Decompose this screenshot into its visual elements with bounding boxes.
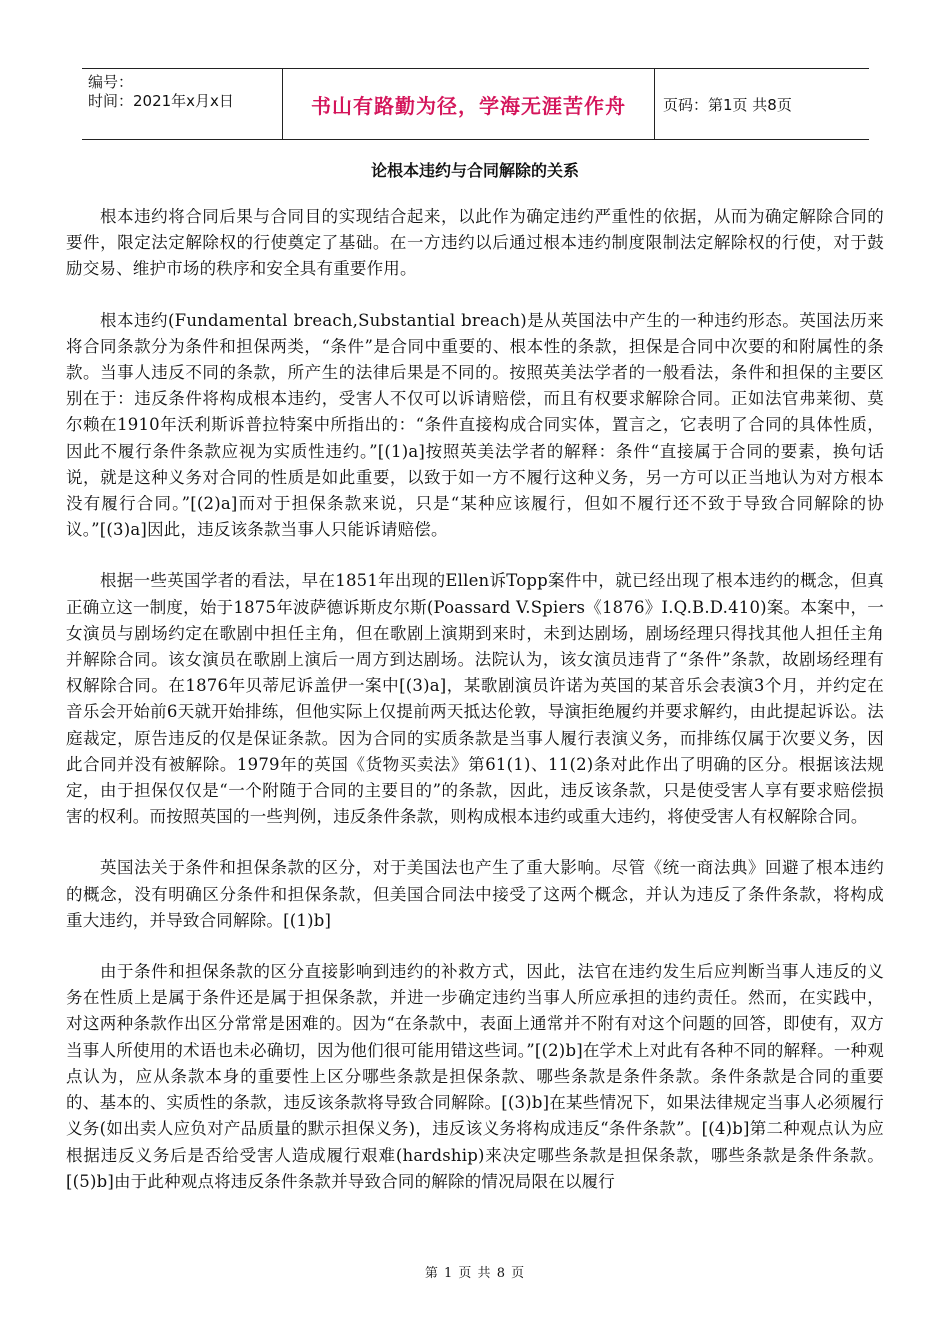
page-footer: 第 1 页 共 8 页 [424,1266,526,1281]
header-page-info: 页码：第1页 共8页 [663,95,792,114]
paragraph: 根据一些英国学者的看法，早在1851年出现的Ellen诉Topp案件中，就已经出现了根本违约的概念，但真正确立这一制度，始于1875年波萨德诉斯皮尔斯(Poassard V.Spiers《1876》I.Q.B.D.410)案。本案中，一女演员与剧场约定在歌剧中担任主角，但在歌剧上演期到来时，未到达剧场，剧场经理只得找其他人担任主角并解除合同。该女演员在歌剧上演后一周方到达剧场。法院认为，该女演员违背了“条件”条款，故剧场经理有权解除合同。在1876年贝蒂尼诉盖伊一案中[(3)a]，某歌剧演员许诺为英国的某音乐会表演3个月，并约定在音乐会开始前6天就开始排练，但他实际上仅提前两天抵达伦敦，导演拒绝履约并要求解约，由此提起诉讼。法庭裁定，原告违反的仅是保证条款。因为合同的实质条款是当事人履行表演义务，而排练仅属于次要义务，因此合同并没有被解除。1979年的英国《货物买卖法》第61(1)、11(2)条对此作出了明确的区分。根据该法规定，由于担保仅仅是“一个附随于合同的主要目的”的条款，因此，违反该条款，只是使受害人享有要求赔偿损害的权利。而按照英国的一些判例，违反条件条款，则构成根本违约或重大违约，将使受害人有权解除合同。 [66,571,884,827]
document-body [66,204,884,1220]
header-motto-cell [282,69,655,139]
document-title: 论根本违约与合同解除的关系 [370,161,579,180]
number-label: 编号： [88,73,134,91]
header-meta [82,69,282,139]
paragraph: 根本违约将合同后果与合同目的实现结合起来，以此作为确定违约严重性的依据，从而为确定解除合同的要件，限定法定解除权的行使奠定了基础。在一方违约以后通过根本违约制度限制法定解除权的行使，对于鼓励交易、维护市场的秩序和安全具有重要作用。 [66,207,884,279]
header-table [82,68,869,140]
motto: 书山有路勤为径，学海无涯苦作舟 [311,93,626,118]
time-label: 时间：2021年x月x日 [88,92,234,110]
paragraph: 由于条件和担保条款的区分直接影响到违约的补救方式，因此，法官在违约发生后应判断当事人违反的义务在性质上是属于条件还是属于担保条款，并进一步确定违约当事人所应承担的违约责任。然而，在实践中，对这两种条款作出区分常常是困难的。因为“在条款中，表面上通常并不附有对这个问题的回答，即使有，双方当事人所使用的术语也未必确切，因为他们很可能用错这些词。”[(2)b]在学术上对此有各种不同的解释。一种观点认为，应从条款本身的重要性上区分哪些条款是担保条款、哪些条款是条件条款。条件条款是合同的重要的、基本的、实质性的条款，违反该条款将导致合同解除。[(3)b]在某些情况下，如果法律规定当事人必须履行义务(如出卖人应负对产品质量的默示担保义务)，违反该义务将构成违反“条件条款”。[(4)b]第二种观点认为应根据违反义务后是否给受害人造成履行艰难(hardship)来决定哪些条款是担保条款，哪些条款是条件条款。[(5)b]由于此种观点将违反条件条款并导致合同的解除的情况局限在以履行 [66,962,884,1191]
paragraph: 英国法关于条件和担保条款的区分，对于美国法也产生了重大影响。尽管《统一商法典》回避了根本违约的概念，没有明确区分条件和担保条款，但美国合同法中接受了这两个概念，并认为违反了条件条款，将构成重大违约，并导致合同解除。[(1)b] [66,858,884,930]
paragraph: 根本违约(Fundamental breach,Substantial breach)是从英国法中产生的一种违约形态。英国法历来将合同条款分为条件和担保两类，“条件”是合同中重要的、根本性的条款，担保是合同中次要的和附属性的条款。当事人违反不同的条款，所产生的法律后果是不同的。按照英美法学者的一般看法，条件和担保的主要区别在于：违反条件将构成根本违约，受害人不仅可以诉请赔偿，而且有权要求解除合同。正如法官弗莱彻、莫尔赖在1910年沃利斯诉普拉特案中所指出的：“条件直接构成合同实体，置言之，它表明了合同的具体性质，因此不履行条件条款应视为实质性违约。”[(1)a]按照英美法学者的解释：条件“直接属于合同的要素，换句话说，就是这种义务对合同的性质是如此重要，以致于如一方不履行这种义务，另一方可以正当地认为对方根本没有履行合同。”[(2)a]而对于担保条款来说，只是“某种应该履行，但如不履行还不致于导致合同解除的协议。”[(3)a]因此，违反该条款当事人只能诉请赔偿。 [66,310,884,540]
